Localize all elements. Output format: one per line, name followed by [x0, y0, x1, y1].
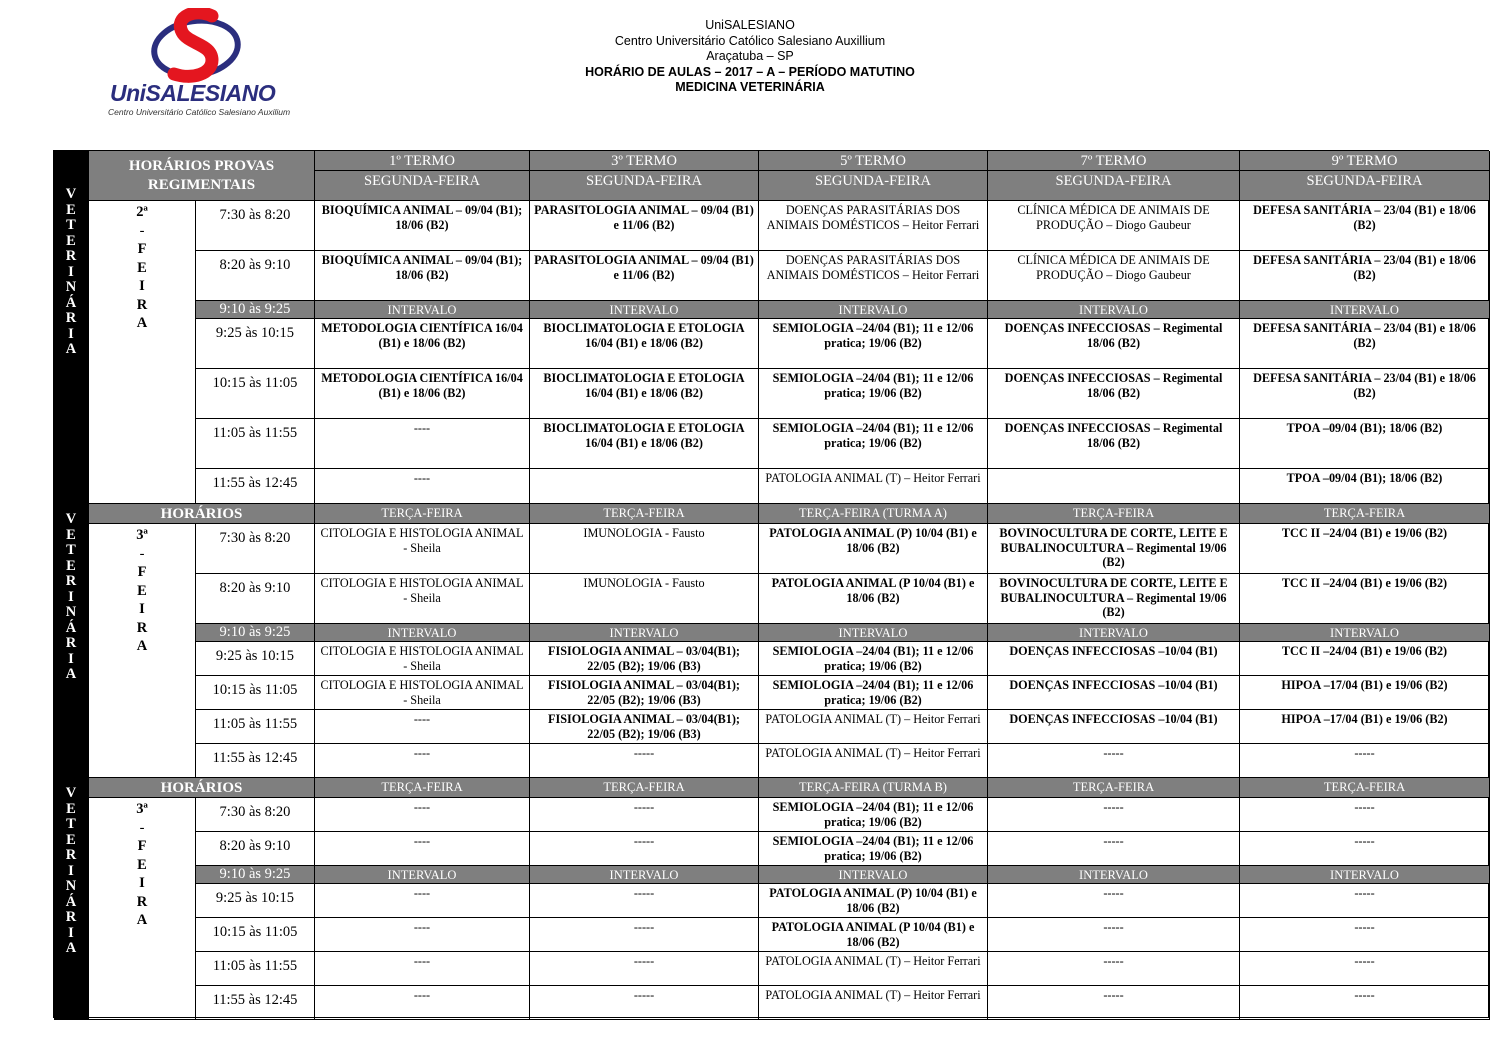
class-cell: -----: [530, 884, 759, 918]
class-cell: DOENÇAS PARASITÁRIAS DOS ANIMAIS DOMÉSTICOS – Heitor Ferrari: [759, 251, 988, 301]
class-cell: -----: [1240, 744, 1490, 778]
weekday-label: [89, 798, 196, 1020]
class-time: 7:30 às 8:20: [196, 524, 315, 574]
class-cell: -----: [988, 744, 1240, 778]
class-cell: PATOLOGIA ANIMAL (T) – Heitor Ferrari: [759, 469, 988, 504]
side-label-letter: I: [68, 263, 74, 280]
class-time: 10:15 às 11:05: [196, 918, 315, 952]
side-label-letter: N: [65, 878, 77, 894]
side-label-letter: I: [68, 862, 74, 879]
weekday-label-char: -: [139, 222, 145, 239]
class-cell: DEFESA SANITÁRIA – 23/04 (B1) e 18/06 (B2): [1240, 201, 1490, 251]
class-cell: ----: [315, 710, 530, 744]
weekday-header: TERÇA-FEIRA: [315, 504, 530, 524]
side-label-letter: N: [65, 604, 77, 620]
side-label-letter: A: [65, 940, 77, 956]
class-cell: ----: [315, 832, 530, 866]
side-label-veterinaria: [54, 778, 89, 1020]
class-time: 10:15 às 11:05: [196, 369, 315, 419]
class-cell: METODOLOGIA CIENTÍFICA 16/04 (B1) e 18/06 (B2): [315, 319, 530, 369]
class-time: 9:25 às 10:15: [196, 884, 315, 918]
side-label-letter: V: [65, 186, 77, 202]
weekday-label-char: F: [137, 241, 147, 257]
class-cell: FISIOLOGIA ANIMAL – 03/04(B1); 22/05 (B2); 19/06 (B3): [530, 710, 759, 744]
weekday-label-char: 2ª: [136, 204, 148, 220]
class-cell: -----: [1240, 918, 1490, 952]
class-cell: -----: [988, 986, 1240, 1020]
weekday-header: TERÇA-FEIRA: [530, 504, 759, 524]
side-label-letter: Á: [65, 294, 77, 311]
class-cell: -----: [1240, 798, 1490, 832]
interval-cell: INTERVALO: [1240, 624, 1490, 642]
interval-cell: INTERVALO: [988, 866, 1240, 884]
weekday-header: SEGUNDA-FEIRA: [530, 171, 759, 201]
side-label-veterinaria: [54, 504, 89, 778]
class-time: 8:20 às 9:10: [196, 832, 315, 866]
class-cell: -----: [988, 798, 1240, 832]
term-header: 1º TERMO: [315, 151, 530, 171]
class-cell: PATOLOGIA ANIMAL (T) – Heitor Ferrari: [759, 986, 988, 1020]
weekday-label-char: 3ª: [136, 801, 148, 817]
weekday-label-char: E: [137, 259, 147, 276]
class-cell: BIOQUÍMICA ANIMAL – 09/04 (B1); 18/06 (B2): [315, 201, 530, 251]
class-cell: SEMIOLOGIA –24/04 (B1); 11 e 12/06 pratica; 19/06 (B2): [759, 676, 988, 710]
interval-cell: INTERVALO: [315, 301, 530, 319]
class-cell: -----: [988, 952, 1240, 986]
class-cell: [988, 469, 1240, 504]
weekday-header: SEGUNDA-FEIRA: [759, 171, 988, 201]
class-cell: DEFESA SANITÁRIA – 23/04 (B1) e 18/06 (B2): [1240, 251, 1490, 301]
side-label-veterinaria: [54, 151, 89, 504]
side-label-letter: Á: [65, 893, 77, 910]
class-time: 9:25 às 10:15: [196, 319, 315, 369]
class-cell: -----: [530, 832, 759, 866]
side-label-letter: R: [65, 847, 77, 863]
class-cell: PATOLOGIA ANIMAL (T) – Heitor Ferrari: [759, 952, 988, 986]
class-cell: PATOLOGIA ANIMAL (P) 10/04 (B1) e 18/06 (B2): [759, 884, 988, 918]
weekday-label-char: A: [136, 638, 148, 654]
interval-time: 9:10 às 9:25: [196, 866, 315, 884]
class-cell: PATOLOGIA ANIMAL (P) 10/04 (B1) e 18/06 (B2): [759, 524, 988, 574]
class-cell: BOVINOCULTURA DE CORTE, LEITE E BUBALINOCULTURA – Regimental 19/06 (B2): [988, 524, 1240, 574]
class-cell: ----: [315, 884, 530, 918]
class-cell: HIPOA –17/04 (B1) e 19/06 (B2): [1240, 710, 1490, 744]
class-cell: FISIOLOGIA ANIMAL – 03/04(B1); 22/05 (B2); 19/06 (B3): [530, 676, 759, 710]
interval-cell: INTERVALO: [530, 301, 759, 319]
logo-tagline: Centro Universitário Católico Salesiano Auxilium: [108, 107, 291, 117]
class-cell: -----: [988, 884, 1240, 918]
class-cell: DOENÇAS INFECCIOSAS –10/04 (B1): [988, 710, 1240, 744]
class-time: 7:30 às 8:20: [196, 798, 315, 832]
unisalesiano-s-logo-icon: [100, 8, 300, 88]
class-cell: PARASITOLOGIA ANIMAL – 09/04 (B1) e 11/06 (B2): [530, 201, 759, 251]
class-cell: ----: [315, 469, 530, 504]
side-label-letter: E: [66, 232, 76, 249]
class-cell: DOENÇAS INFECCIOSAS – Regimental 18/06 (B2): [988, 319, 1240, 369]
weekday-label-char: R: [136, 619, 148, 636]
weekday-label-char: E: [137, 582, 147, 599]
schedule-title: HORÁRIO DE AULAS – 2017 – A – PERÍODO MATUTINO: [585, 64, 915, 79]
class-time: 11:05 às 11:55: [196, 952, 315, 986]
interval-cell: INTERVALO: [759, 866, 988, 884]
side-label-letter: E: [66, 831, 76, 848]
interval-cell: INTERVALO: [988, 301, 1240, 319]
class-cell: CITOLOGIA E HISTOLOGIA ANIMAL - Sheila: [315, 574, 530, 624]
class-cell: -----: [988, 918, 1240, 952]
side-label-letter: T: [66, 217, 76, 233]
side-label-letter: I: [68, 325, 74, 342]
weekday-header: TERÇA-FEIRA: [1240, 778, 1490, 798]
class-cell: CITOLOGIA E HISTOLOGIA ANIMAL - Sheila: [315, 676, 530, 710]
weekday-header: TERÇA-FEIRA: [315, 778, 530, 798]
side-label-letter: T: [66, 816, 76, 832]
weekday-header: TERÇA-FEIRA (TURMA A): [759, 504, 988, 524]
section-header-horarios: HORÁRIOS: [89, 778, 315, 798]
section-header-horarios: HORÁRIOS: [89, 504, 315, 524]
course-name: MEDICINA VETERINÁRIA: [675, 80, 825, 94]
university-logo: [100, 8, 300, 118]
weekday-label-char: R: [136, 296, 148, 313]
class-cell: DEFESA SANITÁRIA – 23/04 (B1) e 18/06 (B2): [1240, 319, 1490, 369]
class-cell: -----: [530, 798, 759, 832]
weekday-label-char: A: [136, 912, 148, 928]
weekday-label: [89, 524, 196, 778]
class-time: 11:05 às 11:55: [196, 710, 315, 744]
weekday-label-char: F: [137, 838, 147, 854]
class-cell: BIOCLIMATOLOGIA E ETOLOGIA 16/04 (B1) e 18/06 (B2): [530, 369, 759, 419]
interval-cell: INTERVALO: [1240, 301, 1490, 319]
class-time: 11:55 às 12:45: [196, 469, 315, 504]
class-cell: PATOLOGIA ANIMAL (T) – Heitor Ferrari: [759, 710, 988, 744]
class-cell: TCC II –24/04 (B1) e 19/06 (B2): [1240, 524, 1490, 574]
class-cell: TCC II –24/04 (B1) e 19/06 (B2): [1240, 574, 1490, 624]
term-header: 3º TERMO: [530, 151, 759, 171]
weekday-label: [89, 201, 196, 504]
weekday-header: TERÇA-FEIRA: [988, 778, 1240, 798]
class-cell: CITOLOGIA E HISTOLOGIA ANIMAL - Sheila: [315, 524, 530, 574]
weekday-label-char: E: [137, 856, 147, 873]
class-time: 11:05 às 11:55: [196, 419, 315, 469]
interval-time: 9:10 às 9:25: [196, 624, 315, 642]
weekday-header: SEGUNDA-FEIRA: [315, 171, 530, 201]
class-time: 8:20 às 9:10: [196, 251, 315, 301]
side-label-letter: R: [65, 909, 77, 925]
header-provas-regimentais: HORÁRIOS PROVAS REGIMENTAIS: [89, 151, 315, 201]
weekday-label-char: -: [139, 545, 145, 562]
class-cell: FISIOLOGIA ANIMAL – 03/04(B1); 22/05 (B2); 19/06 (B3): [530, 642, 759, 676]
interval-cell: INTERVALO: [530, 866, 759, 884]
class-cell: DEFESA SANITÁRIA – 23/04 (B1) e 18/06 (B2): [1240, 369, 1490, 419]
side-label-letter: A: [65, 666, 77, 682]
side-label-letter: V: [65, 511, 77, 527]
class-cell: METODOLOGIA CIENTÍFICA 16/04 (B1) e 18/06 (B2): [315, 369, 530, 419]
class-cell: SEMIOLOGIA –24/04 (B1); 11 e 12/06 pratica; 19/06 (B2): [759, 642, 988, 676]
class-cell: CLÍNICA MÉDICA DE ANIMAIS DE PRODUÇÃO – Diogo Gaubeur: [988, 201, 1240, 251]
class-cell: -----: [1240, 952, 1490, 986]
weekday-header: TERÇA-FEIRA: [988, 504, 1240, 524]
side-label-letter: N: [65, 279, 77, 295]
side-label-letter: Á: [65, 619, 77, 636]
term-header: 7º TERMO: [988, 151, 1240, 171]
weekday-label-char: A: [136, 315, 148, 331]
interval-cell: INTERVALO: [315, 624, 530, 642]
class-cell: BIOCLIMATOLOGIA E ETOLOGIA 16/04 (B1) e 18/06 (B2): [530, 319, 759, 369]
class-cell: PARASITOLOGIA ANIMAL – 09/04 (B1) e 11/06 (B2): [530, 251, 759, 301]
class-cell: TCC II –24/04 (B1) e 19/06 (B2): [1240, 642, 1490, 676]
class-time: 7:30 às 8:20: [196, 201, 315, 251]
weekday-header: TERÇA-FEIRA: [1240, 504, 1490, 524]
class-cell: SEMIOLOGIA –24/04 (B1); 11 e 12/06 pratica; 19/06 (B2): [759, 419, 988, 469]
interval-cell: INTERVALO: [530, 624, 759, 642]
class-cell: -----: [988, 832, 1240, 866]
class-cell: ----: [315, 419, 530, 469]
side-label-letter: A: [65, 341, 77, 357]
weekday-label-char: I: [139, 278, 145, 294]
class-cell: CITOLOGIA E HISTOLOGIA ANIMAL - Sheila: [315, 642, 530, 676]
side-label-letter: I: [68, 650, 74, 667]
class-cell: ----: [315, 986, 530, 1020]
class-cell: -----: [1240, 986, 1490, 1020]
interval-time: 9:10 às 9:25: [196, 301, 315, 319]
side-label-letter: I: [68, 588, 74, 605]
term-header: 5º TERMO: [759, 151, 988, 171]
interval-cell: INTERVALO: [1240, 866, 1490, 884]
class-cell: PATOLOGIA ANIMAL (P 10/04 (B1) e 18/06 (B2): [759, 574, 988, 624]
class-cell: DOENÇAS INFECCIOSAS –10/04 (B1): [988, 642, 1240, 676]
class-time: 11:55 às 12:45: [196, 986, 315, 1020]
class-cell: -----: [1240, 884, 1490, 918]
class-cell: BIOCLIMATOLOGIA E ETOLOGIA 16/04 (B1) e 18/06 (B2): [530, 419, 759, 469]
interval-cell: INTERVALO: [759, 624, 988, 642]
logo-wordmark: UniSALESIANO: [110, 80, 276, 106]
class-cell: SEMIOLOGIA –24/04 (B1); 11 e 12/06 pratica; 19/06 (B2): [759, 319, 988, 369]
weekday-label-char: I: [139, 601, 145, 617]
class-cell: [530, 469, 759, 504]
class-cell: ----: [315, 952, 530, 986]
side-label-letter: V: [65, 785, 77, 801]
institution-name: UniSALESIANO: [705, 18, 795, 32]
weekday-label-char: R: [136, 893, 148, 910]
class-cell: -----: [530, 744, 759, 778]
class-time: 9:25 às 10:15: [196, 642, 315, 676]
institution-full-name: Centro Universitário Católico Salesiano Auxillium: [614, 33, 886, 48]
weekday-header: SEGUNDA-FEIRA: [1240, 171, 1490, 201]
side-label-letter: E: [66, 201, 76, 218]
class-cell: SEMIOLOGIA –24/04 (B1); 11 e 12/06 pratica; 19/06 (B2): [759, 798, 988, 832]
class-cell: IMUNOLOGIA - Fausto: [530, 524, 759, 574]
side-label-letter: T: [66, 542, 76, 558]
weekday-label-char: -: [139, 819, 145, 836]
class-cell: BIOQUÍMICA ANIMAL – 09/04 (B1); 18/06 (B2): [315, 251, 530, 301]
class-cell: DOENÇAS INFECCIOSAS – Regimental 18/06 (B2): [988, 419, 1240, 469]
weekday-label-char: I: [139, 875, 145, 891]
interval-cell: INTERVALO: [315, 866, 530, 884]
weekday-header: SEGUNDA-FEIRA: [988, 171, 1240, 201]
side-label-letter: R: [65, 635, 77, 651]
weekday-label-char: 3ª: [136, 527, 148, 543]
class-cell: HIPOA –17/04 (B1) e 19/06 (B2): [1240, 676, 1490, 710]
side-label-letter: E: [66, 526, 76, 543]
class-cell: -----: [530, 952, 759, 986]
interval-cell: INTERVALO: [759, 301, 988, 319]
class-cell: PATOLOGIA ANIMAL (P 10/04 (B1) e 18/06 (B2): [759, 918, 988, 952]
schedule-table: [53, 150, 1489, 1018]
class-cell: SEMIOLOGIA –24/04 (B1); 11 e 12/06 pratica; 19/06 (B2): [759, 832, 988, 866]
side-label-letter: E: [66, 557, 76, 574]
weekday-label-char: F: [137, 564, 147, 580]
class-cell: IMUNOLOGIA - Fausto: [530, 574, 759, 624]
class-time: 11:55 às 12:45: [196, 744, 315, 778]
term-header: 9º TERMO: [1240, 151, 1490, 171]
city: Araçatuba – SP: [706, 49, 794, 63]
class-cell: DOENÇAS PARASITÁRIAS DOS ANIMAIS DOMÉSTICOS – Heitor Ferrari: [759, 201, 988, 251]
class-cell: TPOA –09/04 (B1); 18/06 (B2): [1240, 469, 1490, 504]
class-cell: DOENÇAS INFECCIOSAS – Regimental 18/06 (B2): [988, 369, 1240, 419]
class-cell: ----: [315, 918, 530, 952]
side-label-letter: R: [65, 248, 77, 264]
side-label-letter: R: [65, 310, 77, 326]
class-cell: ----: [315, 798, 530, 832]
class-cell: -----: [1240, 832, 1490, 866]
class-cell: ----: [315, 744, 530, 778]
weekday-header: TERÇA-FEIRA: [530, 778, 759, 798]
document-header: [470, 18, 1030, 96]
interval-cell: INTERVALO: [988, 624, 1240, 642]
class-cell: TPOA –09/04 (B1); 18/06 (B2): [1240, 419, 1490, 469]
class-cell: PATOLOGIA ANIMAL (T) – Heitor Ferrari: [759, 744, 988, 778]
weekday-header: TERÇA-FEIRA (TURMA B): [759, 778, 988, 798]
class-time: 10:15 às 11:05: [196, 676, 315, 710]
side-label-letter: E: [66, 800, 76, 817]
class-time: 8:20 às 9:10: [196, 574, 315, 624]
class-cell: -----: [530, 986, 759, 1020]
class-cell: SEMIOLOGIA –24/04 (B1); 11 e 12/06 pratica; 19/06 (B2): [759, 369, 988, 419]
class-cell: -----: [530, 918, 759, 952]
side-label-letter: R: [65, 573, 77, 589]
class-cell: BOVINOCULTURA DE CORTE, LEITE E BUBALINOCULTURA – Regimental 19/06 (B2): [988, 574, 1240, 624]
class-cell: CLÍNICA MÉDICA DE ANIMAIS DE PRODUÇÃO – Diogo Gaubeur: [988, 251, 1240, 301]
class-cell: DOENÇAS INFECCIOSAS –10/04 (B1): [988, 676, 1240, 710]
side-label-letter: I: [68, 924, 74, 941]
